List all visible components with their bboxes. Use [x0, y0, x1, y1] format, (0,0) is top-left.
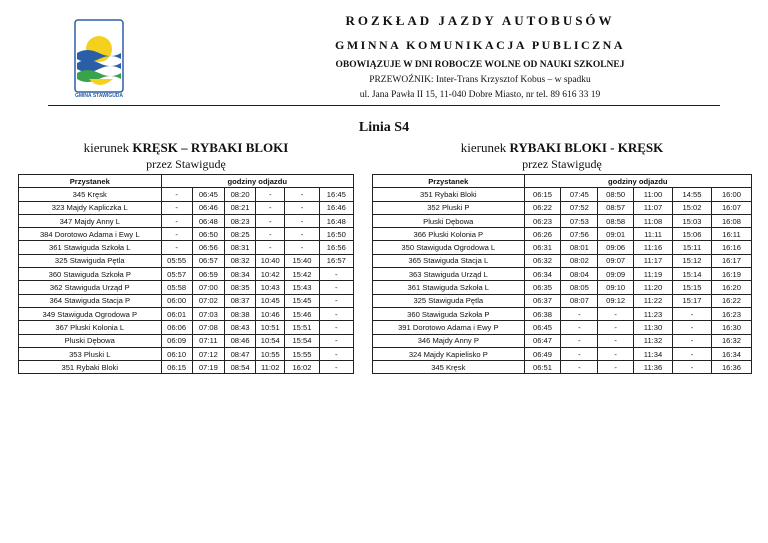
departure-time: 15:02 — [673, 201, 712, 214]
departure-time: 07:56 — [561, 228, 598, 241]
departure-time: 06:31 — [524, 241, 561, 254]
departure-time: 07:00 — [192, 281, 224, 294]
departure-time: - — [319, 321, 353, 334]
operator-title: GMINNA KOMUNIKACJA PUBLICZNA — [334, 38, 625, 52]
departure-time: 07:11 — [192, 334, 224, 347]
departure-time: - — [561, 347, 598, 360]
departure-time: 06:37 — [524, 294, 561, 307]
departure-time: - — [598, 347, 634, 360]
departure-time: - — [673, 347, 712, 360]
table-row — [19, 268, 354, 281]
departure-time: 06:15 — [161, 361, 192, 374]
stop-name: 391 Dorotowo Adama i Ewy P — [373, 321, 525, 334]
departure-time: - — [285, 201, 319, 214]
table-row — [373, 268, 752, 281]
departure-time: 08:47 — [224, 347, 255, 360]
stop-name: 345 Kręsk — [19, 188, 162, 201]
left-via: przez Stawigudę — [146, 157, 226, 171]
departure-time: 16:08 — [711, 214, 751, 227]
departure-time: - — [598, 334, 634, 347]
stop-name: 351 Rybaki Bloki — [373, 188, 525, 201]
departure-time: 16:46 — [319, 201, 353, 214]
stop-name: 345 Kręsk — [373, 361, 525, 374]
departure-time: 06:15 — [524, 188, 561, 201]
departure-time: - — [285, 228, 319, 241]
table-row — [19, 307, 354, 320]
departure-time: 06:49 — [524, 347, 561, 360]
departure-time: 16:32 — [711, 334, 751, 347]
departure-time: 16:57 — [319, 254, 353, 267]
departure-time: 09:10 — [598, 281, 634, 294]
table-row — [19, 347, 354, 360]
departure-time: 10:54 — [256, 334, 285, 347]
departure-time: - — [598, 321, 634, 334]
left-direction-prefix: kierunek — [83, 140, 130, 155]
table-row — [19, 188, 354, 201]
departure-time: - — [161, 188, 192, 201]
departure-time: - — [161, 228, 192, 241]
right-timetable — [372, 174, 752, 374]
departure-time: 06:56 — [192, 241, 224, 254]
table-row — [19, 361, 354, 374]
departure-time: 10:43 — [256, 281, 285, 294]
departure-time: 14:55 — [673, 188, 712, 201]
departure-time: 08:35 — [224, 281, 255, 294]
table-row — [19, 228, 354, 241]
table-row — [373, 281, 752, 294]
departure-time: 11:36 — [634, 361, 673, 374]
departure-time: 07:02 — [192, 294, 224, 307]
carrier-info: PRZEWOŹNIK: Inter-Trans Krzysztof Kobus – w spadku — [369, 75, 591, 85]
departure-time: - — [161, 241, 192, 254]
departure-time: - — [561, 307, 598, 320]
right-col-stop: Przystanek — [373, 175, 525, 188]
departure-time: 15:11 — [673, 241, 712, 254]
departure-time: 06:46 — [192, 201, 224, 214]
table-row — [19, 334, 354, 347]
departure-time: 11:17 — [634, 254, 673, 267]
stop-name: 361 Stawiguda Szkoła L — [373, 281, 525, 294]
stop-name: 362 Stawiguda Urząd P — [19, 281, 162, 294]
stop-name: 351 Rybaki Bloki — [19, 361, 162, 374]
departure-time: - — [319, 361, 353, 374]
departure-time: - — [161, 214, 192, 227]
departure-time: 07:45 — [561, 188, 598, 201]
departure-time: - — [161, 201, 192, 214]
departure-time: 06:23 — [524, 214, 561, 227]
stop-name: Pluski Dębowa — [19, 334, 162, 347]
table-row — [373, 201, 752, 214]
header-divider — [48, 105, 720, 106]
left-timetable — [18, 174, 354, 374]
departure-time: 08:38 — [224, 307, 255, 320]
stop-name: 324 Majdy Kapielisko P — [373, 347, 525, 360]
stop-name: 361 Stawiguda Szkoła L — [19, 241, 162, 254]
departure-time: 16:07 — [711, 201, 751, 214]
table-row — [373, 347, 752, 360]
table-row — [373, 307, 752, 320]
departure-time: 06:35 — [524, 281, 561, 294]
table-row — [19, 281, 354, 294]
departure-time: 08:57 — [598, 201, 634, 214]
departure-time: 11:34 — [634, 347, 673, 360]
departure-time: 06:51 — [524, 361, 561, 374]
departure-time: 15:03 — [673, 214, 712, 227]
departure-time: 11:30 — [634, 321, 673, 334]
departure-time: 08:07 — [561, 294, 598, 307]
departure-time: - — [285, 214, 319, 227]
departure-time: - — [285, 241, 319, 254]
departure-time: 06:06 — [161, 321, 192, 334]
departure-time: 07:19 — [192, 361, 224, 374]
departure-time: 08:31 — [224, 241, 255, 254]
departure-time: 10:55 — [256, 347, 285, 360]
departure-time: 06:50 — [192, 228, 224, 241]
departure-time: 07:52 — [561, 201, 598, 214]
departure-time: 16:20 — [711, 281, 751, 294]
departure-time: 15:06 — [673, 228, 712, 241]
departure-time: 07:53 — [561, 214, 598, 227]
departure-time: 10:46 — [256, 307, 285, 320]
stop-name: Pluski Dębowa — [373, 214, 525, 227]
departure-time: - — [319, 307, 353, 320]
left-col-times: godziny odjazdu — [161, 175, 353, 188]
right-direction-heading — [372, 140, 752, 156]
left-col-stop: Przystanek — [19, 175, 162, 188]
departure-time: 09:07 — [598, 254, 634, 267]
table-row — [373, 214, 752, 227]
stop-name: 366 Pluski Kolonia P — [373, 228, 525, 241]
departure-time: 06:26 — [524, 228, 561, 241]
departure-time: - — [561, 361, 598, 374]
stop-name: 352 Pluski P — [373, 201, 525, 214]
stop-name: 325 Stawiguda Pętla — [373, 294, 525, 307]
departure-time: 08:58 — [598, 214, 634, 227]
departure-time: - — [561, 334, 598, 347]
table-row — [19, 294, 354, 307]
departure-time: - — [256, 214, 285, 227]
departure-time: 16:45 — [319, 188, 353, 201]
departure-time: 15:43 — [285, 281, 319, 294]
departure-time: - — [319, 334, 353, 347]
stop-name: 363 Stawiguda Urząd L — [373, 268, 525, 281]
departure-time: 15:46 — [285, 307, 319, 320]
departure-time: 06:00 — [161, 294, 192, 307]
departure-time: 10:42 — [256, 268, 285, 281]
departure-time: 11:11 — [634, 228, 673, 241]
stop-name: 365 Stawiguda Stacja L — [373, 254, 525, 267]
departure-time: 05:57 — [161, 268, 192, 281]
right-direction-name: RYBAKI BLOKI - KRĘSK — [509, 140, 664, 155]
departure-time: 08:23 — [224, 214, 255, 227]
departure-time: 16:48 — [319, 214, 353, 227]
departure-time: 09:01 — [598, 228, 634, 241]
departure-time: 11:02 — [256, 361, 285, 374]
stop-name: 364 Stawiguda Stacja P — [19, 294, 162, 307]
departure-time: 15:54 — [285, 334, 319, 347]
departure-time: - — [285, 188, 319, 201]
schedule-title: ROZKŁAD JAZDY AUTOBUSÓW — [345, 13, 615, 28]
departure-time: 15:55 — [285, 347, 319, 360]
right-col-times: godziny odjazdu — [524, 175, 751, 188]
line-title: Linia S4 — [358, 120, 410, 135]
table-row — [373, 321, 752, 334]
departure-time: 11:19 — [634, 268, 673, 281]
departure-time: 16:23 — [711, 307, 751, 320]
stop-name: 323 Majdy Kapliczka L — [19, 201, 162, 214]
departure-time: 08:05 — [561, 281, 598, 294]
table-row — [19, 201, 354, 214]
departure-time: 08:32 — [224, 254, 255, 267]
departure-time: 06:57 — [192, 254, 224, 267]
table-row — [19, 254, 354, 267]
departure-time: 06:09 — [161, 334, 192, 347]
departure-time: 07:12 — [192, 347, 224, 360]
departure-time: 11:32 — [634, 334, 673, 347]
departure-time: - — [256, 201, 285, 214]
table-row — [373, 254, 752, 267]
departure-time: 16:34 — [711, 347, 751, 360]
departure-time: 16:36 — [711, 361, 751, 374]
departure-time: 06:22 — [524, 201, 561, 214]
departure-time: 08:02 — [561, 254, 598, 267]
left-direction-heading — [18, 140, 354, 156]
logo-caption: GMINA STAWIGUDA — [74, 93, 124, 99]
departure-time: 16:17 — [711, 254, 751, 267]
departure-time: 06:45 — [524, 321, 561, 334]
table-row — [373, 188, 752, 201]
departure-time: - — [561, 321, 598, 334]
gmina-logo — [73, 19, 125, 103]
departure-time: 15:15 — [673, 281, 712, 294]
departure-time: 11:20 — [634, 281, 673, 294]
departure-time: 09:12 — [598, 294, 634, 307]
departure-time: 06:47 — [524, 334, 561, 347]
departure-time: 08:21 — [224, 201, 255, 214]
departure-time: 11:07 — [634, 201, 673, 214]
departure-time: - — [319, 268, 353, 281]
departure-time: 16:11 — [711, 228, 751, 241]
departure-time: 15:45 — [285, 294, 319, 307]
right-direction-prefix: kierunek — [460, 140, 507, 155]
departure-time: 15:14 — [673, 268, 712, 281]
departure-time: 06:48 — [192, 214, 224, 227]
departure-time: 06:38 — [524, 307, 561, 320]
departure-time: 15:17 — [673, 294, 712, 307]
departure-time: 11:08 — [634, 214, 673, 227]
departure-time: 05:58 — [161, 281, 192, 294]
departure-time: 11:22 — [634, 294, 673, 307]
departure-time: 16:19 — [711, 268, 751, 281]
departure-time: 15:42 — [285, 268, 319, 281]
table-row — [19, 321, 354, 334]
departure-time: 11:00 — [634, 188, 673, 201]
departure-time: - — [319, 281, 353, 294]
departure-time: - — [673, 361, 712, 374]
departure-time: 10:45 — [256, 294, 285, 307]
departure-time: 15:40 — [285, 254, 319, 267]
departure-time: 16:22 — [711, 294, 751, 307]
departure-time: 06:45 — [192, 188, 224, 201]
departure-time: 06:10 — [161, 347, 192, 360]
stop-name: 325 Stawiguda Pętla — [19, 254, 162, 267]
departure-time: - — [673, 307, 712, 320]
departure-time: 11:23 — [634, 307, 673, 320]
departure-time: - — [256, 241, 285, 254]
departure-time: - — [673, 334, 712, 347]
stop-name: 367 Pluski Kolonia L — [19, 321, 162, 334]
stop-name: 384 Dorotowo Adama i Ewy L — [19, 228, 162, 241]
validity-note: OBOWIĄZUJE W DNI ROBOCZE WOLNE OD NAUKI SZKOLNEJ — [335, 60, 625, 70]
departure-time: 11:16 — [634, 241, 673, 254]
stop-name: 349 Stawiguda Ogrodowa P — [19, 307, 162, 320]
stop-name: 350 Stawiguda Ogrodowa L — [373, 241, 525, 254]
left-direction-name: KRĘSK – RYBAKI BLOKI — [132, 140, 289, 155]
departure-time: 06:59 — [192, 268, 224, 281]
departure-time: 06:01 — [161, 307, 192, 320]
departure-time: 06:32 — [524, 254, 561, 267]
departure-time: - — [256, 188, 285, 201]
right-via: przez Stawigudę — [522, 157, 602, 171]
departure-time: - — [319, 294, 353, 307]
table-row — [19, 241, 354, 254]
departure-time: 16:56 — [319, 241, 353, 254]
departure-time: 08:34 — [224, 268, 255, 281]
departure-time: - — [673, 321, 712, 334]
departure-time: 09:06 — [598, 241, 634, 254]
departure-time: 08:04 — [561, 268, 598, 281]
departure-time: 16:16 — [711, 241, 751, 254]
table-row — [373, 294, 752, 307]
table-row — [19, 214, 354, 227]
departure-time: 09:09 — [598, 268, 634, 281]
departure-time: 15:51 — [285, 321, 319, 334]
carrier-address: ul. Jana Pawła II 15, 11-040 Dobre Miasto, nr tel. 89 616 33 19 — [359, 90, 601, 100]
departure-time: 16:00 — [711, 188, 751, 201]
departure-time: 08:25 — [224, 228, 255, 241]
departure-time: 08:50 — [598, 188, 634, 201]
departure-time: 10:51 — [256, 321, 285, 334]
departure-time: 08:20 — [224, 188, 255, 201]
departure-time: - — [319, 347, 353, 360]
departure-time: 08:37 — [224, 294, 255, 307]
departure-time: 08:43 — [224, 321, 255, 334]
departure-time: 16:02 — [285, 361, 319, 374]
table-row — [373, 241, 752, 254]
table-row — [373, 228, 752, 241]
departure-time: 06:34 — [524, 268, 561, 281]
departure-time: 10:40 — [256, 254, 285, 267]
departure-time: 15:12 — [673, 254, 712, 267]
departure-time: 05:55 — [161, 254, 192, 267]
departure-time: 08:54 — [224, 361, 255, 374]
table-row — [373, 334, 752, 347]
departure-time: - — [598, 361, 634, 374]
departure-time: 07:08 — [192, 321, 224, 334]
departure-time: 16:50 — [319, 228, 353, 241]
stop-name: 360 Stawiguda Szkoła P — [373, 307, 525, 320]
stop-name: 353 Pluski L — [19, 347, 162, 360]
departure-time: 07:03 — [192, 307, 224, 320]
table-row — [373, 361, 752, 374]
stop-name: 360 Stawiguda Szkoła P — [19, 268, 162, 281]
stop-name: 346 Majdy Anny P — [373, 334, 525, 347]
departure-time: 16:30 — [711, 321, 751, 334]
stop-name: 347 Majdy Anny L — [19, 214, 162, 227]
departure-time: 08:46 — [224, 334, 255, 347]
departure-time: 08:01 — [561, 241, 598, 254]
departure-time: - — [256, 228, 285, 241]
departure-time: - — [598, 307, 634, 320]
